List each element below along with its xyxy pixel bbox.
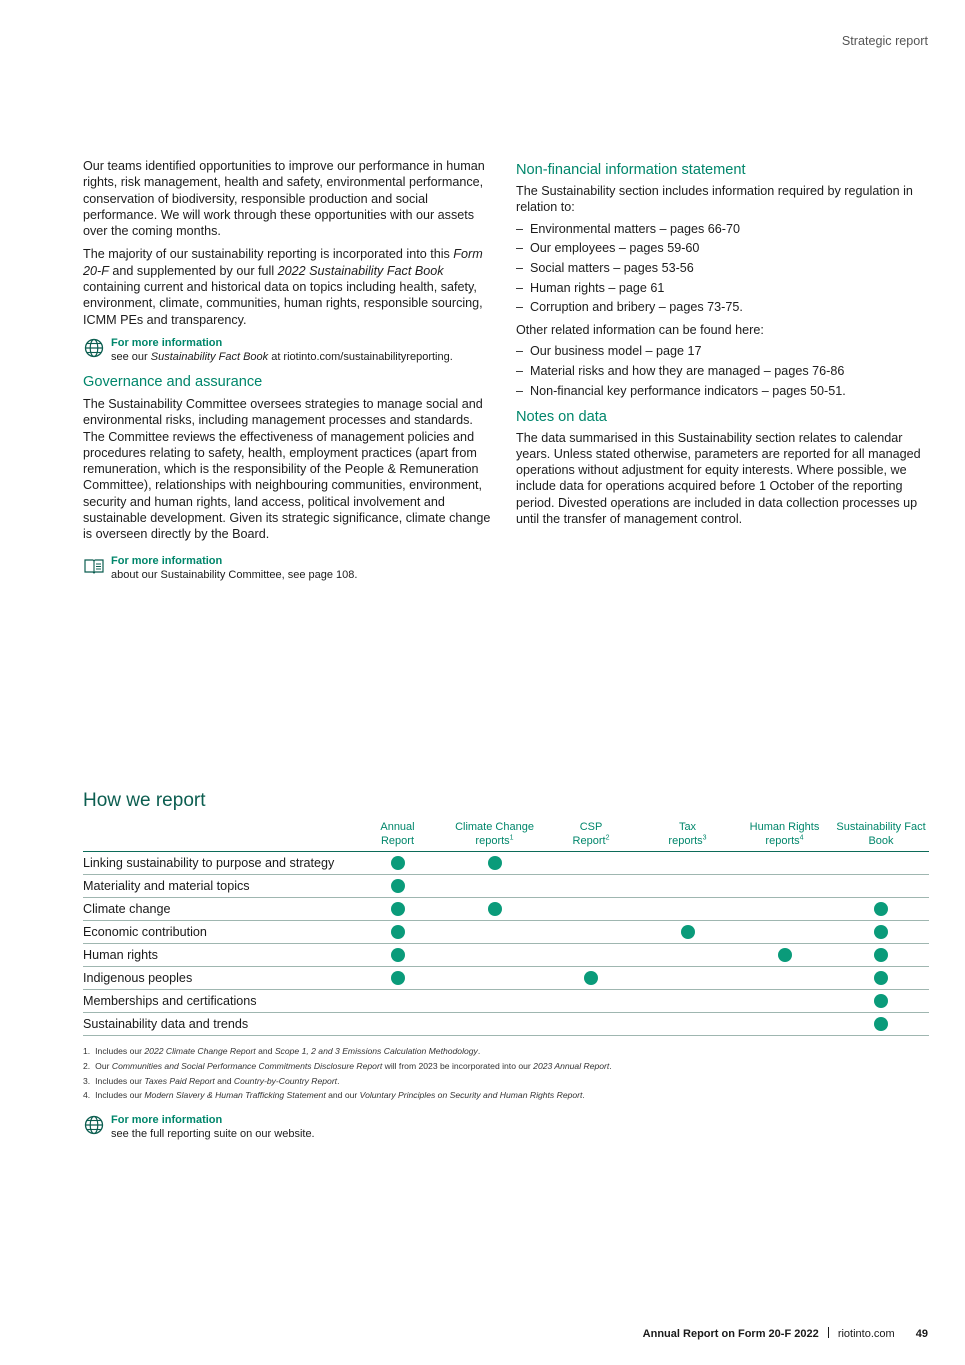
table-row (83, 944, 929, 967)
footnote-text: will from 2023 be incorporated into our (382, 1060, 534, 1071)
more-info-title: For more information (111, 336, 223, 349)
other-list-item: – Material risks and how they are managed – pages 76-86 (516, 362, 930, 382)
table-row (83, 852, 929, 875)
mark-cell (349, 921, 446, 944)
footnote-text: . (582, 1090, 585, 1101)
mark-cell (446, 921, 543, 944)
mark-cell (446, 852, 543, 875)
report-column-header (833, 820, 929, 852)
mark-cell (639, 898, 736, 921)
footnote-text: Includes our (95, 1046, 145, 1056)
mark-cell (736, 1013, 833, 1036)
column-label-text: reports (475, 835, 510, 847)
book-icon (83, 555, 105, 577)
more-info-title: For more information (111, 554, 223, 567)
nfi-list-item: – Environmental matters – pages 66-70 (516, 220, 930, 240)
mark-cell (736, 967, 833, 990)
footnote-number: 4. (83, 1090, 91, 1101)
column-label-text: reports (765, 835, 800, 847)
mark-cell (446, 898, 543, 921)
left-column (83, 158, 493, 582)
coverage-dot (391, 925, 405, 939)
column-label-line1: Annual (380, 821, 415, 833)
footnote-ref: 1 (509, 834, 514, 842)
topic-cell: Sustainability data and trends (83, 1013, 349, 1036)
footnote-text: Country-by-Country Report (233, 1075, 338, 1086)
mark-cell (833, 921, 929, 944)
mark-cell (736, 944, 833, 967)
footnote-ref: 3 (702, 834, 707, 842)
coverage-dot (391, 948, 405, 962)
footnote (83, 1088, 929, 1103)
footnote-text: Voluntary Principles on Security and Human Rights Report (359, 1090, 583, 1101)
table-row (83, 875, 929, 898)
page-footer (643, 1327, 928, 1340)
mark-cell (543, 990, 639, 1013)
notes-heading: Notes on data (516, 408, 607, 425)
footnote-text: 2023 Annual Report (533, 1060, 610, 1071)
report-column-header (349, 820, 446, 852)
mark-cell (833, 852, 929, 875)
mark-cell (446, 1013, 543, 1036)
mark-cell (639, 944, 736, 967)
topic-cell: Human rights (83, 944, 349, 967)
table-body (83, 852, 929, 1036)
footnote-text: . (609, 1060, 612, 1071)
more-info-factbook (83, 336, 493, 364)
other-list (516, 342, 930, 401)
column-label-line2 (833, 834, 929, 848)
mark-cell (639, 852, 736, 875)
footnote-text: and (255, 1046, 275, 1056)
table-row (83, 1013, 929, 1036)
column-label-text: Book (868, 835, 894, 847)
report-column-header (639, 820, 736, 852)
mark-cell (833, 990, 929, 1013)
other-list-item: – Our business model – page 17 (516, 342, 930, 362)
governance-paragraph: The Sustainability Committee oversees strategies to manage social and environmental risks, including management processes and standards. The Committee reviews the effectiveness of management policies and procedures relating to safety, health, employment practices (apart from remuneration, which is the responsibility of the People & Remuneration Committee), relationships with neighbouring communities, environment, security and human rights, land access, political involvement and sustainable development. Given its strategic significance, climate change is overseen directly by the Board. (83, 396, 491, 542)
footnote-text: Our (95, 1060, 112, 1071)
mark-cell (349, 875, 446, 898)
mark-cell (833, 898, 929, 921)
nfi-heading: Non-financial information statement (516, 162, 746, 178)
footnote (83, 1044, 929, 1059)
reporting-paragraph: The majority of our sustainability reporting is incorporated into this Form 20-F and supplemented by our full 2022 Sustainability Fact Book containing current and historical data on topics including health, safety, environment, climate, communities, human rights, responsible sourcing, ICMM PEs and transparency. (83, 247, 483, 327)
column-label-text: Report (572, 835, 606, 847)
mark-cell (543, 921, 639, 944)
mark-cell (446, 944, 543, 967)
mark-cell (639, 921, 736, 944)
report-column-header (736, 820, 833, 852)
report-column-header (446, 820, 543, 852)
more-info-committee (83, 554, 493, 582)
footer-site: riotinto.com (837, 1328, 895, 1340)
coverage-dot (874, 948, 888, 962)
report-column-header (543, 820, 639, 852)
mark-cell (349, 944, 446, 967)
mark-cell (543, 898, 639, 921)
table-row (83, 898, 929, 921)
column-label-line1: Human Rights (749, 821, 820, 833)
nfi-list-item: – Human rights – page 61 (516, 279, 930, 299)
more-info-title: For more information (111, 1114, 223, 1126)
coverage-dot (391, 856, 405, 870)
mark-cell (349, 967, 446, 990)
mark-cell (446, 990, 543, 1013)
column-label-line2 (349, 834, 446, 848)
footnote-text: and (214, 1075, 234, 1086)
coverage-dot (391, 902, 405, 916)
topic-cell: Indigenous peoples (83, 967, 349, 990)
more-info-text: see the full reporting suite on our website. (111, 1128, 315, 1140)
mark-cell (543, 967, 639, 990)
column-label-text: Report (380, 835, 415, 847)
topic-cell: Materiality and material topics (83, 875, 349, 898)
more-info-website (83, 1113, 315, 1141)
mark-cell (349, 990, 446, 1013)
mark-cell (736, 875, 833, 898)
footnote-number: 3. (83, 1075, 91, 1086)
footnote-text: Includes our (95, 1075, 145, 1086)
footer-divider (828, 1327, 829, 1338)
table-row (83, 967, 929, 990)
more-info-text: about our Sustainability Committee, see page 108. (111, 568, 358, 581)
topic-column-header (83, 820, 349, 852)
globe-icon (83, 337, 105, 359)
coverage-dot (874, 1017, 888, 1031)
nfi-list-item: – Our employees – pages 59-60 (516, 239, 930, 259)
footnotes (83, 1044, 929, 1103)
section-label: Strategic report (841, 34, 928, 48)
mark-cell (349, 852, 446, 875)
right-column (516, 161, 930, 534)
coverage-dot (874, 925, 888, 939)
intro-paragraph: Our teams identified opportunities to improve our performance in human rights, risk management, health and safety, environmental performance, conservation of biodiversity, responsible production and social performance. We will work through these opportunities with our assets over the coming months. (83, 159, 485, 239)
mark-cell (833, 1013, 929, 1036)
mark-cell (639, 967, 736, 990)
footnote-text: . (337, 1075, 340, 1086)
notes-paragraph: The data summarised in this Sustainability section relates to calendar years. Unless stated otherwise, parameters are reported for all managed operations without adjustment for equity interests. Where possible, we include data for operations acquired before 1 October of the reporting period. Divested operations are included in data collection processes up until the transfer of management control. (516, 430, 921, 526)
column-label-line2 (446, 834, 543, 848)
column-label-line1: Climate Change (455, 821, 534, 833)
how-we-report-title: How we report (83, 790, 206, 811)
mark-cell (543, 875, 639, 898)
footnote-text: Scope 1, 2 and 3 Emissions Calculation Methodology (274, 1046, 478, 1056)
more-info-text: see our Sustainability Fact Book at riotinto.com/sustainabilityreporting. (111, 350, 453, 363)
footnote-text: 2022 Climate Change Report (144, 1046, 256, 1056)
nfi-intro: The Sustainability section includes information required by regulation in relation to: (516, 184, 913, 215)
mark-cell (833, 944, 929, 967)
topic-cell: Climate change (83, 898, 349, 921)
footnote-text: Includes our (95, 1090, 145, 1101)
coverage-dot (874, 971, 888, 985)
footnote-number: 1. (83, 1046, 91, 1056)
nfi-list-item: – Corruption and bribery – pages 73-75. (516, 298, 930, 318)
other-list-item: – Non-financial key performance indicators – pages 50-51. (516, 382, 930, 402)
mark-cell (349, 898, 446, 921)
mark-cell (543, 944, 639, 967)
topic-cell: Linking sustainability to purpose and strategy (83, 852, 349, 875)
coverage-dot (391, 971, 405, 985)
footer-doc-title: Annual Report on Form 20-F 2022 (642, 1328, 819, 1340)
coverage-dot (874, 994, 888, 1008)
mark-cell (349, 1013, 446, 1036)
topic-cell: Economic contribution (83, 921, 349, 944)
mark-cell (833, 967, 929, 990)
coverage-dot (874, 902, 888, 916)
mark-cell (639, 1013, 736, 1036)
mark-cell (736, 921, 833, 944)
footnote-number: 2. (83, 1060, 91, 1071)
mark-cell (736, 990, 833, 1013)
footnote-text: . (477, 1046, 481, 1056)
mark-cell (639, 875, 736, 898)
mark-cell (736, 898, 833, 921)
coverage-dot (488, 902, 502, 916)
footnote (83, 1059, 929, 1074)
report-matrix (83, 820, 929, 1036)
coverage-dot (681, 925, 695, 939)
column-label-line1: CSP (579, 821, 603, 833)
footnote-ref: 2 (605, 834, 610, 842)
mark-cell (833, 875, 929, 898)
report-table (83, 820, 929, 1036)
other-intro: Other related information can be found here: (516, 323, 764, 338)
column-label-line1: Tax (678, 821, 697, 833)
mark-cell (639, 990, 736, 1013)
topic-cell: Memberships and certifications (83, 990, 349, 1013)
footnote-text: Taxes Paid Report (144, 1075, 215, 1086)
coverage-dot (584, 971, 598, 985)
mark-cell (446, 875, 543, 898)
footnote-text: Communities and Social Performance Commitments Disclosure Report (111, 1060, 383, 1071)
mark-cell (446, 967, 543, 990)
table-row (83, 921, 929, 944)
column-label-line1: Sustainability Fact (836, 821, 926, 833)
column-label-line2 (543, 834, 639, 848)
footnote (83, 1074, 929, 1089)
nfi-list (516, 220, 930, 319)
coverage-dot (778, 948, 792, 962)
column-label-text: reports (668, 835, 703, 847)
footnote-ref: 4 (799, 834, 804, 842)
table-row (83, 990, 929, 1013)
page-number: 49 (915, 1328, 928, 1340)
mark-cell (543, 1013, 639, 1036)
column-label-line2 (736, 834, 833, 848)
footnote-text: and our (325, 1090, 360, 1101)
globe-icon (83, 1114, 105, 1136)
footnote-text: Modern Slavery & Human Trafficking Statement (144, 1090, 326, 1101)
mark-cell (736, 852, 833, 875)
mark-cell (543, 852, 639, 875)
coverage-dot (488, 856, 502, 870)
governance-heading: Governance and assurance (83, 373, 263, 390)
table-header-row (83, 820, 929, 852)
nfi-list-item: – Social matters – pages 53-56 (516, 259, 930, 279)
coverage-dot (391, 879, 405, 893)
column-label-line2 (639, 834, 736, 848)
